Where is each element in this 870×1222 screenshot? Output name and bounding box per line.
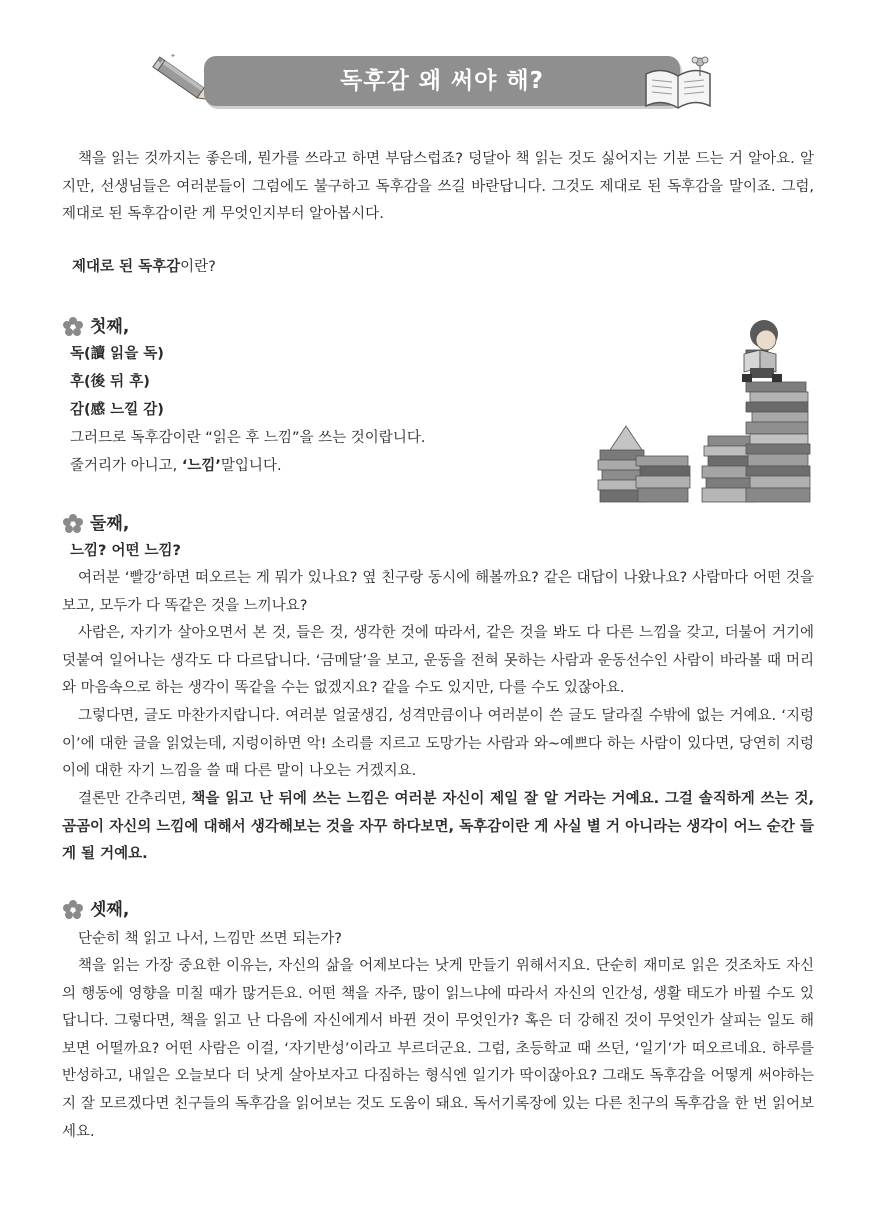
line5-bold: ‘느낌’ — [181, 458, 221, 474]
section-second-heading — [62, 511, 129, 537]
section-third-paragraph-2: 책을 읽는 가장 중요한 이유는, 자신의 삶을 어제보다는 낫게 만들기 위해서지요. 단순히 재미로 읽은 것조차도 자신의 행동에 영향을 미칠 때가 많거든요. 어떤 책을 자주, 많이 읽느냐에 따라서 자신의 인간성, 생활 태도가 바뀔 수도 있답니다. 그렇다면, 책을 읽고 난 다음에 자신에게서 바뀐 것이 무엇인가? 혹은 더 강해진 것이 무엇인가 살피는 일도 해보면 어떨까요? 어떤 사람은 이걸, ‘자기반성’이라고 부르더군요. 그럼, 초등학교 때 쓰던, ‘일기’가 떠오르네요. 하루를 반성하고, 내일은 오늘보다 더 낫게 살아보자고 다짐하는 형식엔 일기가 딱이잖아요? 그래도 독후감을 어떻게 써야하는지 잘 모르겠다면 친구들의 독후감을 읽어보는 것도 도움이 돼요. 독서기록장에 있는 다른 친구의 독후감을 한 번 읽어보세요. — [62, 958, 814, 1140]
section-first-line-3: 감(感 느낄 감) — [70, 402, 164, 418]
line5-post: 말입니다. — [220, 458, 282, 474]
section-third-heading — [62, 897, 129, 923]
section-second-label: 둘째, — [90, 514, 130, 534]
section-second-paragraph-2: 사람은, 자기가 살아오면서 본 것, 들은 것, 생각한 것에 따라서, 같은 것을 봐도 다 다른 느낌을 갖고, 더불어 거기에 덧붙여 일어나는 생각도 다 다르답니다. ‘금메달’을 보고, 운동을 전혀 못하는 사람과 운동선수인 사람이 바라볼 때 머리와 마음속으로 하는 생각이 똑같을 수는 없겠지요? 같을 수도 있지만, 다를 수도 있잖아요. — [62, 625, 814, 697]
section-second-subtitle: 느낌? 어떤 느낌? — [70, 543, 181, 559]
conclusion-pre: 결론만 간추리면, — [77, 791, 192, 807]
flower-bullet-icon — [62, 513, 84, 535]
section-first-line-4: 그러므로 독후감이란 “읽은 후 느낌”을 쓰는 것이랍니다. — [70, 430, 426, 446]
title-banner — [204, 56, 680, 106]
svg-text:✦: ✦ — [170, 52, 176, 60]
child-reading-illustration — [596, 310, 822, 506]
section-first-line-2: 후(後 뒤 후) — [70, 374, 150, 390]
question-rest: 이란? — [180, 259, 216, 275]
section-first-line-5 — [70, 455, 282, 477]
section-second-paragraph-4 — [62, 786, 814, 869]
flower-bullet-icon — [62, 899, 84, 921]
section-second-paragraph-3: 그렇다면, 글도 마찬가지랍니다. 여러분 얼굴생김, 성격만큼이나 여러분이 쓴 글도 달라질 수밖에 없는 거예요. ‘지렁이’에 대한 글을 읽었는데, 지렁이하면 악! 소리를 지르고 도망가는 사람과 와~예쁘다 하는 사람이 있다면, 당연히 지렁이에 대한 자기 느낌을 쓸 때 다른 말이 나오는 거겠지요. — [62, 708, 814, 780]
conclusion-bold: 책을 읽고 난 뒤에 쓰는 느낌은 여러분 자신이 제일 잘 알 거라는 거예요. 그걸 솔직하게 쓰는 것, 곰곰이 자신의 느낌에 대해서 생각해보는 것을 자꾸 하다보면, 독후감이란 게 사실 별 거 아니라는 생각이 어느 순간 들게 될 거예요. — [62, 791, 814, 863]
question-bold: 제대로 된 독후감 — [72, 259, 181, 275]
intro-paragraph: 책을 읽는 것까지는 좋은데, 뭔가를 쓰라고 하면 부담스럽죠? 덩달아 책 읽는 것도 싫어지는 기분 드는 거 알아요. 알지만, 선생님들은 여러분들이 그럼에도 불구하고 독후감을 쓰길 바란답니다. 그것도 제대로 된 독후감을 말이죠. 그럼, 제대로 된 독후감이란 게 무엇인지부터 알아봅시다. — [62, 151, 814, 222]
open-book-icon — [640, 52, 716, 114]
section-third-paragraph-1: 단순히 책 읽고 나서, 느낌만 쓰면 되는가? — [77, 931, 343, 947]
question-heading — [72, 256, 216, 278]
flower-bullet-icon — [62, 316, 84, 338]
section-third-label: 셋째, — [90, 900, 130, 920]
svg-text:✦: ✦ — [156, 56, 165, 67]
line5-pre: 줄거리가 아니고, — [70, 458, 182, 474]
section-first-heading — [62, 314, 129, 340]
section-first-label: 첫째, — [90, 317, 130, 337]
section-first-line-1: 독(讀 읽을 독) — [70, 346, 164, 362]
section-second-paragraph-1: 여러분 ‘빨강’하면 떠오르는 게 뭐가 있나요? 옆 친구랑 동시에 해볼까요? 같은 대답이 나왔나요? 사람마다 어떤 것을 보고, 모두가 다 똑같은 것을 느끼나요? — [62, 570, 814, 614]
page-title: 독후감 왜 써야 해? — [340, 68, 544, 94]
